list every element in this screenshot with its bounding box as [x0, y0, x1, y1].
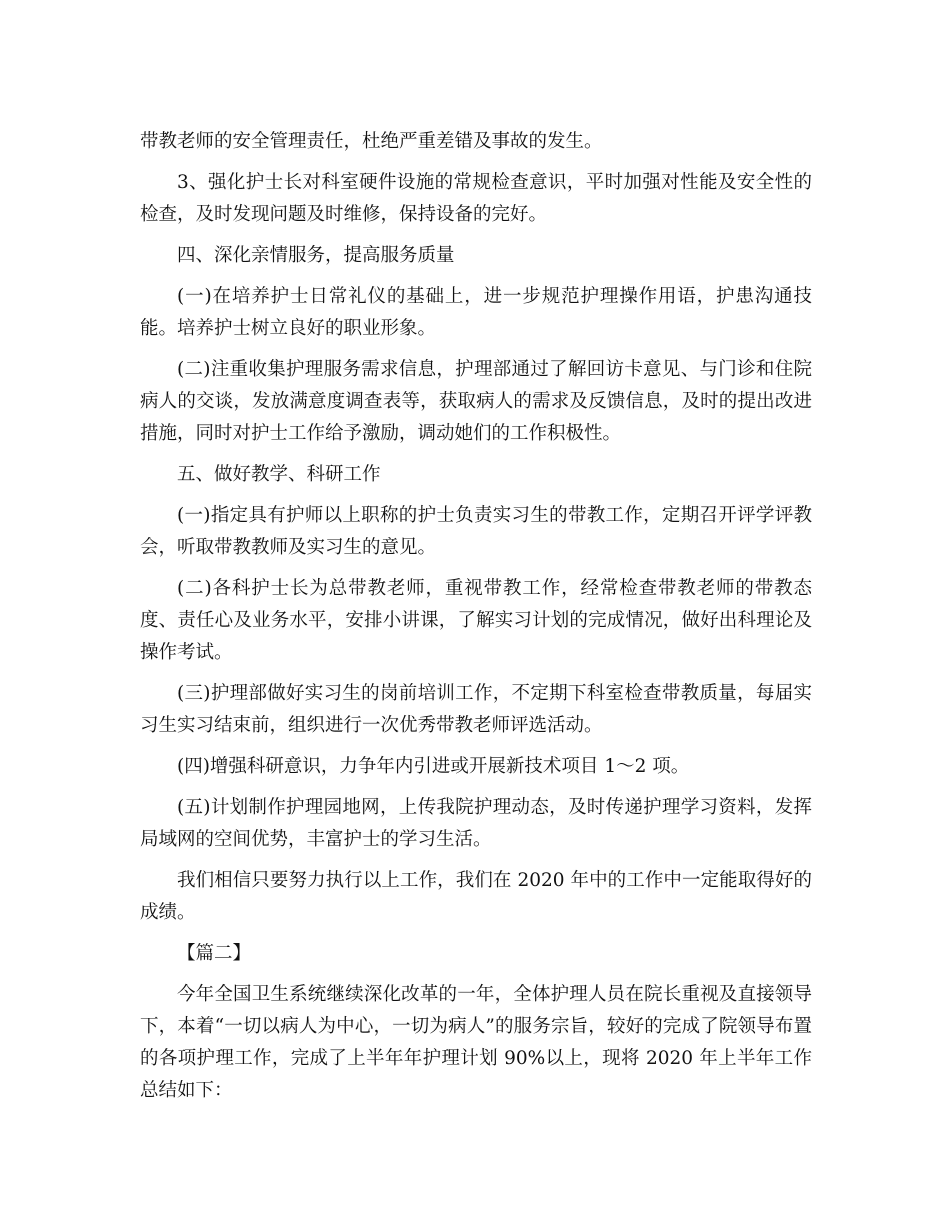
paragraph-pre-job-training: (三)护理部做好实习生的岗前培训工作，不定期下科室检查带教质量，每届实习生实习结束前，组织进行一次优秀带教老师评选活动。 — [140, 683, 812, 736]
paragraph-intro-continuation: 带教老师的安全管理责任，杜绝严重差错及事故的发生。 — [140, 131, 603, 152]
section-heading-part-two: 【篇二】 — [177, 943, 252, 964]
paragraph-teaching-assign: (一)指定具有护师以上职称的护士负责实习生的带教工作，定期召开评学评教会，听取带教教师及实习生的意见。 — [140, 505, 812, 558]
section-heading-five: 五、做好教学、科研工作 — [177, 464, 381, 485]
document-page — [140, 126, 812, 1116]
paragraph-head-nurse-teaching: (二)各科护士长为总带教老师，重视带教工作，经常检查带教老师的带教态度、责任心及业务水平，安排小讲课，了解实习计划的完成情况，做好出科理论及操作考试。 — [140, 578, 812, 663]
paragraph-hardware-inspection: 3、强化护士长对科室硬件设施的常规检查意识，平时加强对性能及安全性的检查，及时发现问题及时维修，保持设备的完好。 — [140, 172, 812, 225]
paragraph-feedback: (二)注重收集护理服务需求信息，护理部通过了解回访卡意见、与门诊和住院病人的交谈，发放满意度调查表等，获取病人的需求及反馈信息，及时的提出改进措施，同时对护士工作给予激励，调动她们的工作积极性。 — [140, 359, 812, 444]
section-heading-four: 四、深化亲情服务，提高服务质量 — [177, 245, 455, 266]
paragraph-intranet: (五)计划制作护理园地网，上传我院护理动态，及时传递护理学习资料，发挥局域网的空间优势，丰富护士的学习生活。 — [140, 797, 812, 850]
paragraph-conclusion: 我们相信只要努力执行以上工作，我们在 2020 年中的工作中一定能取得好的成绩。 — [140, 870, 812, 923]
paragraph-research: (四)增强科研意识，力争年内引进或开展新技术项目 1～2 项。 — [177, 756, 690, 777]
paragraph-part-two-intro: 今年全国卫生系统继续深化改革的一年，全体护理人员在院长重视及直接领导下，本着“一切以病人为中心，一切为病人”的服务宗旨，较好的完成了院领导布置的各项护理工作，完成了上半年年护理计划 90%以上，现将 2020 年上半年工作总结如下： — [140, 984, 812, 1101]
paragraph-etiquette: (一)在培养护士日常礼仪的基础上，进一步规范护理操作用语，护患沟通技能。培养护士树立良好的职业形象。 — [140, 286, 812, 339]
